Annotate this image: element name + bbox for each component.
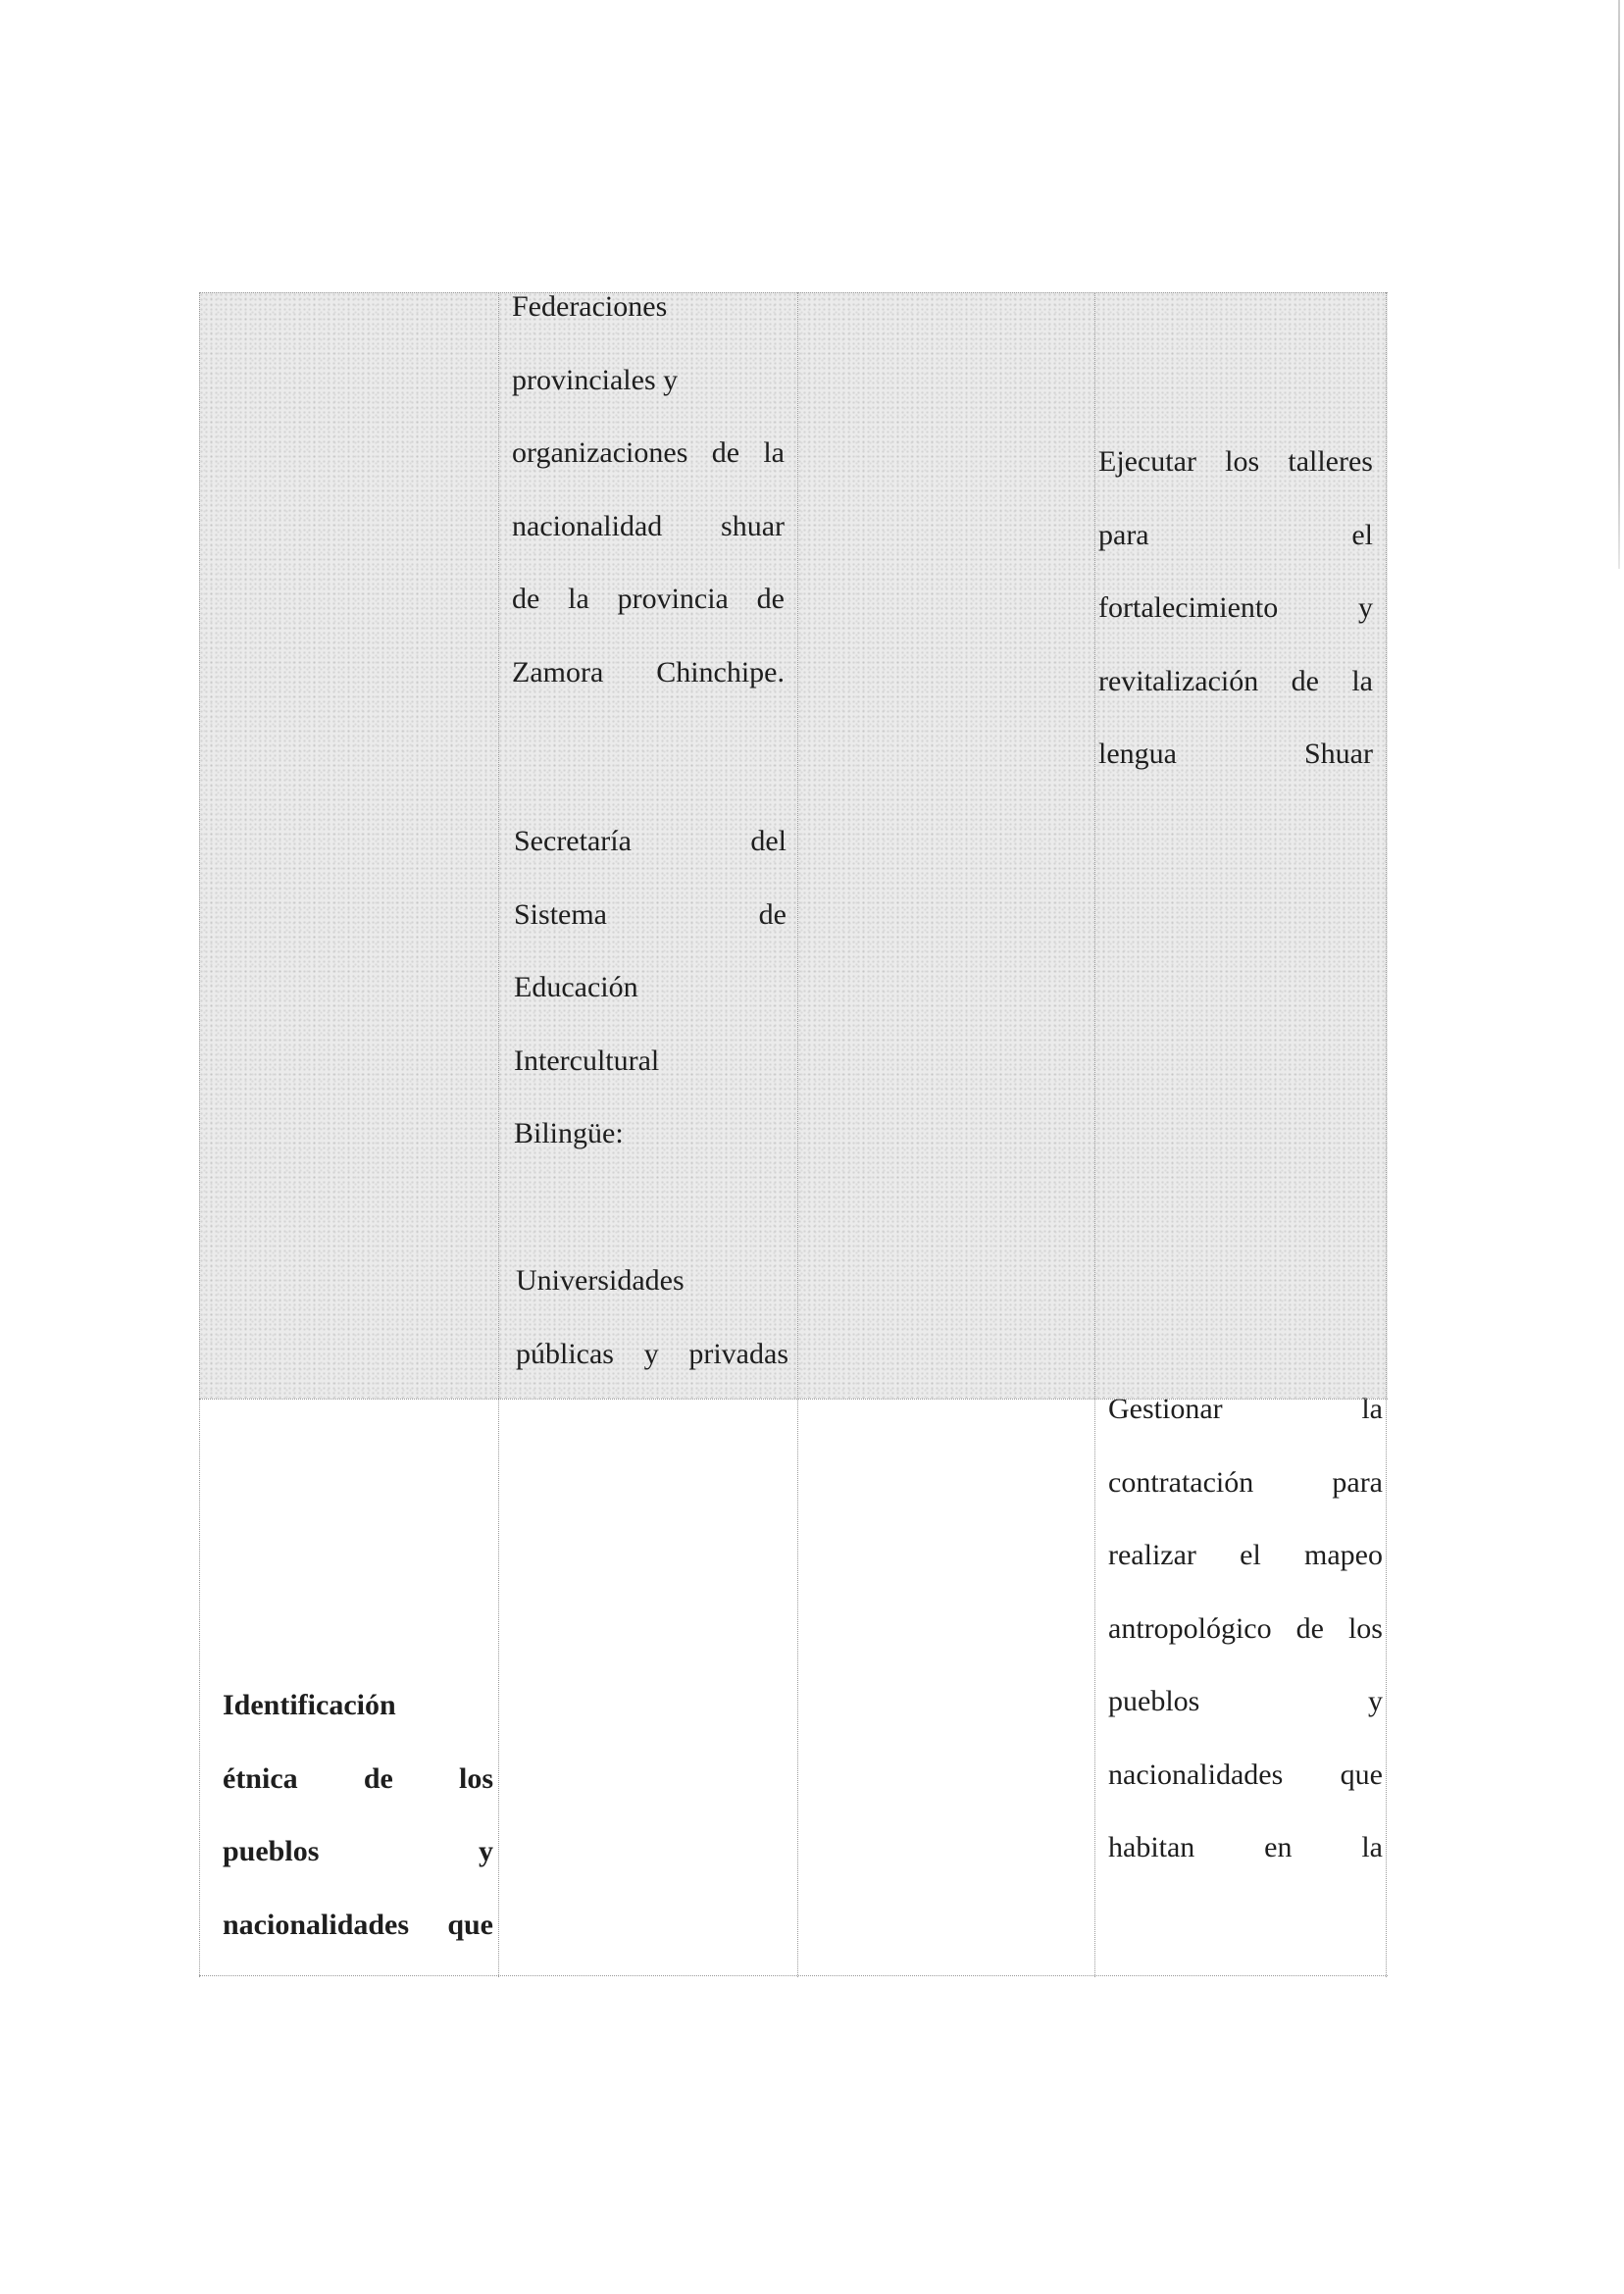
text-line: de la provincia de bbox=[512, 583, 785, 615]
table-border-col bbox=[498, 292, 499, 1977]
text-line: Zamora Chinchipe. bbox=[512, 655, 785, 688]
text-line: Universidades bbox=[516, 1264, 685, 1297]
table-border-bottom bbox=[199, 1975, 1388, 1976]
text-line: habitan en la bbox=[1108, 1831, 1383, 1863]
text-line: organizaciones de la bbox=[512, 436, 785, 469]
table-border-col bbox=[797, 292, 798, 1977]
table-border-top bbox=[199, 292, 1388, 293]
text-line: pueblos y bbox=[223, 1835, 493, 1867]
text-line: provinciales y bbox=[512, 363, 679, 396]
text-line: Federaciones bbox=[512, 290, 668, 323]
table-border-col bbox=[1094, 292, 1095, 1977]
table-cell-empty bbox=[498, 1399, 797, 1977]
table-border-left bbox=[199, 292, 200, 1977]
table-cell-activity-talleres bbox=[1094, 292, 1388, 1399]
text-line: Sistema de bbox=[514, 897, 787, 931]
table-border-right bbox=[1386, 292, 1387, 1977]
text-line: nacionalidad shuar bbox=[512, 509, 785, 542]
text-line: Bilingüe: bbox=[514, 1117, 624, 1149]
text-line: fortalecimiento y bbox=[1098, 591, 1373, 624]
table-cell-empty bbox=[199, 292, 498, 1399]
text-line: revitalización de la bbox=[1098, 664, 1373, 697]
table-cell-activity-mapeo bbox=[1094, 1393, 1388, 1977]
text-line: públicas y privadas bbox=[516, 1337, 788, 1370]
text-line: contratación para bbox=[1108, 1465, 1383, 1499]
text-line: étnica de los bbox=[223, 1761, 493, 1795]
table-cell-objective bbox=[199, 1399, 498, 1977]
organizations-text-secretaria bbox=[514, 805, 787, 1171]
text-line: para el bbox=[1098, 518, 1373, 551]
text-line: nacionalidades que bbox=[223, 1908, 493, 1941]
text-line: Ejecutar los talleres bbox=[1098, 445, 1373, 478]
text-line: pueblos y bbox=[1108, 1685, 1383, 1717]
text-line: Identificación bbox=[223, 1689, 396, 1721]
text-line: Educación bbox=[514, 971, 638, 1003]
document-table bbox=[199, 292, 1388, 1977]
organizations-text-federaciones bbox=[512, 271, 785, 709]
text-line: nacionalidades que bbox=[1108, 1758, 1383, 1791]
organizations-text-universidades bbox=[516, 1245, 788, 1391]
activity-text-mapeo bbox=[1108, 1373, 1383, 1885]
table-border-row bbox=[199, 1399, 1388, 1400]
table-cell-empty bbox=[797, 292, 1094, 1399]
table-row-plain bbox=[199, 1393, 1388, 1977]
activity-text-talleres bbox=[1098, 426, 1373, 791]
text-line: lengua Shuar bbox=[1098, 738, 1373, 770]
text-line: Intercultural bbox=[514, 1044, 660, 1077]
text-line: realizar el mapeo bbox=[1108, 1539, 1383, 1571]
text-line: antropológico de los bbox=[1108, 1611, 1383, 1645]
table-row-shaded bbox=[199, 292, 1388, 1399]
table-cell-empty bbox=[797, 1399, 1094, 1977]
page-edge-shadow bbox=[1618, 0, 1620, 569]
text-line: Gestionar la bbox=[1108, 1393, 1383, 1425]
objective-text-identificacion bbox=[223, 1669, 493, 1962]
text-line: Secretaría del bbox=[514, 825, 787, 857]
table-cell-organizations bbox=[498, 292, 797, 1399]
